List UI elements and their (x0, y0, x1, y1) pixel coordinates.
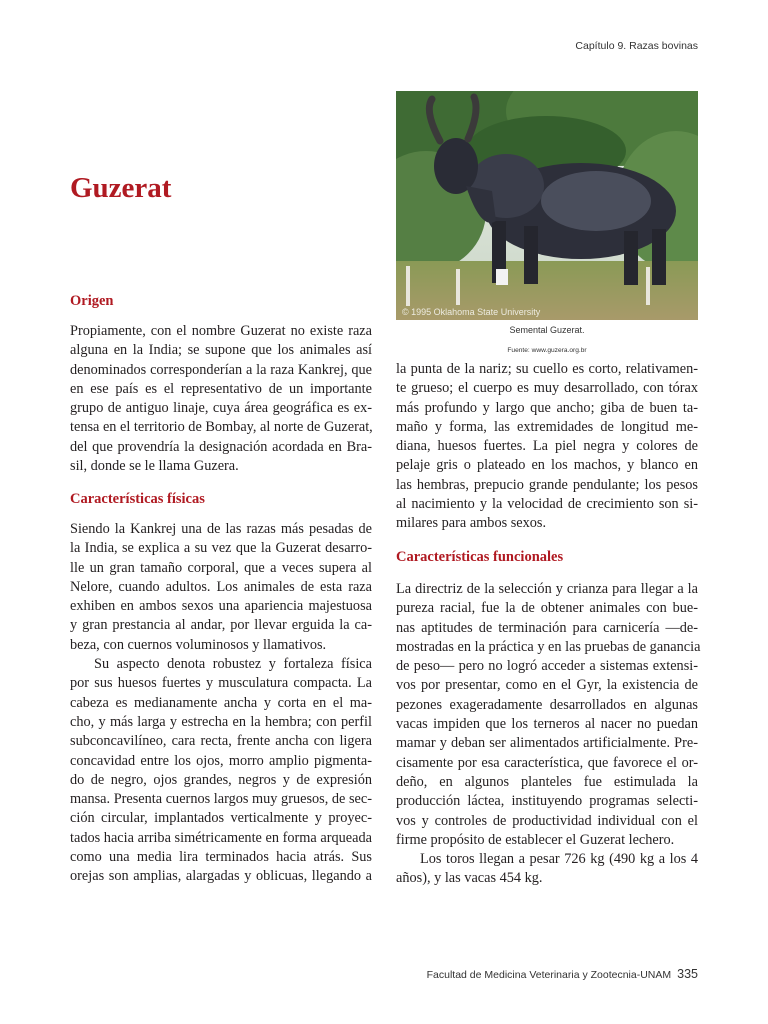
page-number: 335 (677, 967, 698, 981)
text-line: vos y controles de productividad individual con el (396, 812, 698, 829)
text-line: en ese país es el representativo de un importante (70, 380, 372, 397)
text-line: beza, con cuernos voluminosos y llamativos. (70, 636, 327, 653)
text-line: nas aptitudes de terminación para carnicería —de- (396, 619, 698, 636)
text-line: Siendo la Kankrej una de las razas más pesadas de (70, 521, 372, 537)
text-line: subconcavilíneo, cara recta, frente ancha con ligera (70, 733, 372, 750)
text-line: años), y las vacas 454 kg. (396, 870, 543, 887)
page-footer (427, 967, 698, 981)
text-line: vacas impiden que los terneros al nacer no puedan (396, 716, 698, 733)
text-line: ción circular, implantados verticalmente y proyec- (70, 810, 372, 827)
paragraph-caracteristicas-funcionales (396, 580, 701, 889)
section-heading-caracteristicas-fisicas: Características físicas (70, 491, 205, 507)
text-line: cabeza es medianamente ancha y corta en el ma- (70, 694, 372, 711)
text-line: tados hacia arriba simétricamente en forma arqueada (70, 829, 372, 846)
text-line: Los toros llegan a pesar 726 kg (490 kg a los 4 (420, 851, 698, 868)
text-line: pezones exageradamente desarrollados en algunas (396, 696, 698, 713)
paragraph-continuation (396, 360, 698, 534)
text-line: te grueso; el cuerpo es muy desarrollado, con tórax (396, 380, 698, 397)
figure-caption: Semental Guzerat. (509, 325, 585, 335)
text-line: lle un gran tamaño corporal, que a veces supera al (70, 559, 372, 576)
text-line: La directriz de la selección y crianza para llegar a la (396, 581, 698, 597)
text-line: del que provendría la designación acordada en Bra- (70, 438, 372, 455)
text-line: por sus huesos fuertes y musculatura compacta. La (70, 675, 372, 692)
bull-photo (396, 91, 698, 320)
page-title: Guzerat (70, 172, 172, 204)
text-line: cisamente por esa característica, que favorece el or- (396, 754, 698, 771)
text-line: sil, donde se le llama Guzera. (70, 458, 239, 475)
text-line: mansa. Presenta cuernos largos muy gruesos, de sec- (70, 791, 372, 808)
text-line: pelaje gris o plateado en los machos, y blanco en (396, 457, 698, 474)
text-line: Su aspecto denota robustez y fortaleza física (94, 656, 372, 673)
text-line: orejas son amplias, alargadas y oblicuas, llegando a (70, 868, 372, 885)
running-head: Capítulo 9. Razas bovinas (575, 40, 698, 52)
text-line: cho, y más larga y estrecha en la hembra; con perfil (70, 713, 372, 730)
text-line: Propiamente, con el nombre Guzerat no existe raza (70, 323, 372, 339)
figure-source: Fuente: www.guzera.org.br (507, 347, 587, 354)
section-heading-caracteristicas-funcionales: Características funcionales (396, 549, 564, 565)
text-line: firme propósito de establecer el Guzerat lechero. (396, 831, 675, 848)
guzerat-bull-image (396, 91, 698, 320)
text-line: de peso— pero no logró acceder a sistemas extensi- (396, 658, 698, 675)
text-line: diana, huesos fuertes. La piel negra y colores de (396, 438, 698, 455)
text-line: tensa en el territorio de Bombay, al norte de Guzerat, (70, 419, 373, 436)
paragraph-origen (70, 322, 372, 476)
text-line: mostradas en la práctica y en las pruebas de ganancia (396, 638, 701, 655)
text-line: al nacimiento y la velocidad de crecimiento son si- (396, 496, 698, 513)
text-line: exhiben en ambos sexos una apariencia majestuosa (70, 598, 372, 615)
text-line: concavidad entre los ojos, morro amplio pigmenta- (70, 752, 372, 769)
text-line: maño y forma, las extremidades de longitud me- (396, 418, 698, 435)
text-line: denominados corresponderían a la raza Kankrej, que (70, 361, 372, 378)
paragraph-caracteristicas-fisicas (70, 520, 372, 887)
text-line: deño, en algunos planteles fue estimulada la (396, 773, 698, 790)
text-line: producción láctea, instituyendo programas selecti- (396, 793, 698, 810)
section-heading-origen: Origen (70, 293, 114, 309)
text-line: mamar y deban ser alimentados artificialmente. Pre- (396, 735, 698, 752)
text-line: la punta de la nariz; su cuello es corto, relativamen- (396, 361, 698, 377)
text-line: como una media lira terminados hacia atrás. Sus (70, 849, 372, 866)
text-line: más profundo y largo que ancho; giba de buen ta- (396, 399, 698, 416)
text-line: y gran prestancia al andar, por llevar erguida la ca- (70, 617, 372, 634)
text-line: vos por presentar, como en el Gyr, la existencia de (396, 677, 698, 694)
text-line: grupo de antiguo linaje, cuya área geográfica es ex- (70, 400, 372, 417)
text-line: la India, se explica a su vez que la Guzerat desarro- (70, 540, 372, 557)
text-line: Nelore, cuando adultos. Los animales de esta raza (70, 578, 372, 595)
footer-institution: Facultad de Medicina Veterinaria y Zootecnia-UNAM (426, 969, 672, 981)
text-line: las hembras, prepucio grande pendulante; los pesos (396, 476, 698, 493)
photo-watermark: © 1995 Oklahoma State University (402, 307, 541, 317)
text-line: milares para ambos sexos. (396, 515, 547, 532)
text-line: do de negro, ojos grandes, negros y de expresión (70, 771, 372, 788)
text-line: pureza racial, fue la de obtener animales con bue- (396, 600, 698, 617)
text-line: alguna en la India; se supone que los animales así (70, 342, 372, 359)
